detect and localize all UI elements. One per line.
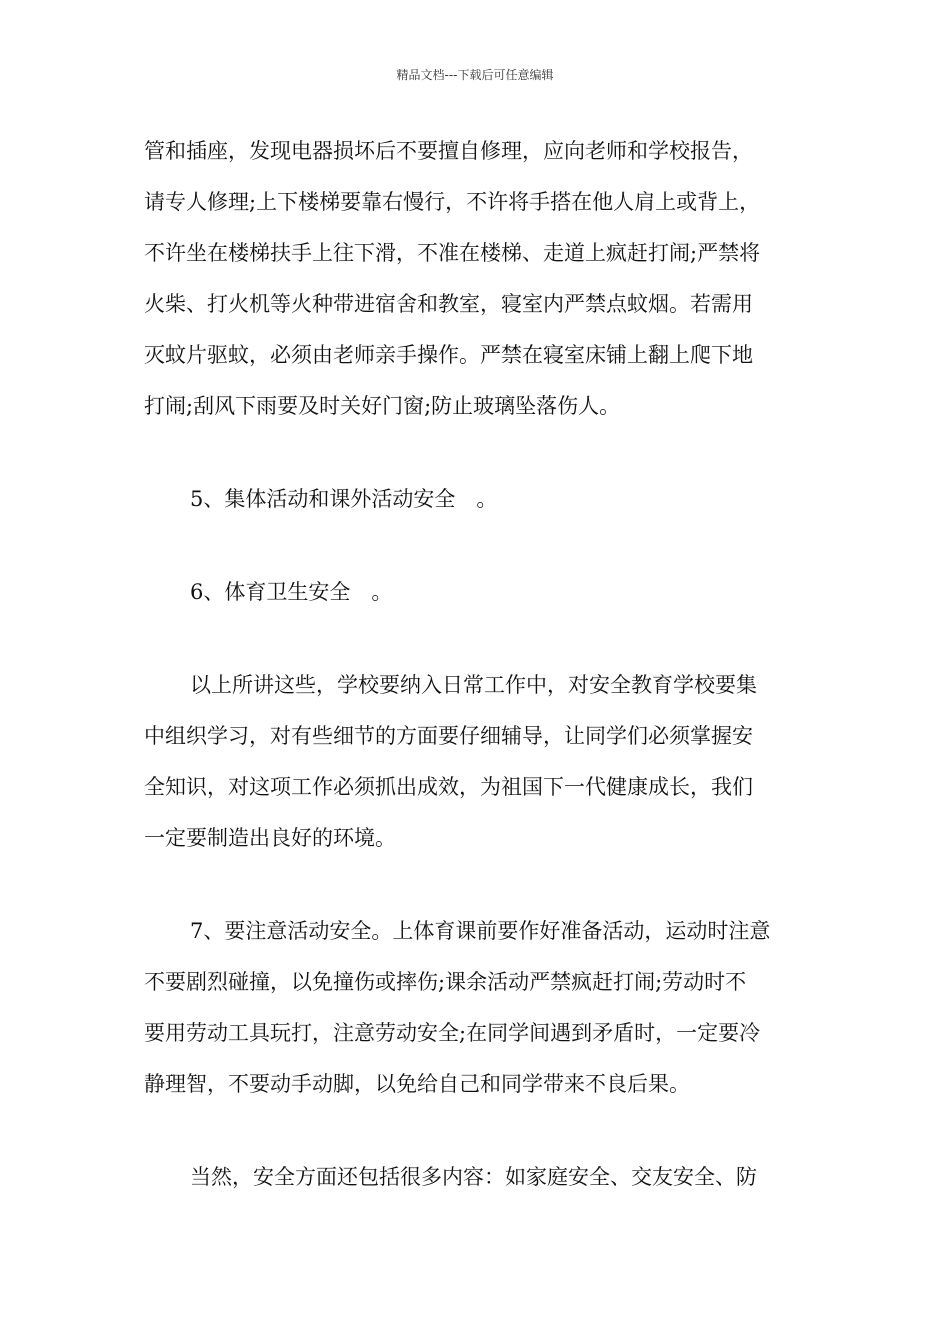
text-line: 要用劳动工具玩打，注意劳动安全;在同学间遇到矛盾时，一定要冷 [144, 1021, 761, 1045]
text-line: 中组织学习，对有些细节的方面要仔细辅导，让同学们必须掌握安 [144, 724, 753, 748]
text-line: 一定要制造出良好的环境。 [144, 826, 396, 850]
text-line: 静理智，不要动手动脚，以免给自己和同学带来不良后果。 [144, 1072, 690, 1096]
text-line: 打闹;刮风下雨要及时关好门窗;防止玻璃坠落伤人。 [144, 394, 621, 418]
text-line: 灭蚊片驱蚊，必须由老师亲手操作。严禁在寝室床铺上翻上爬下地 [144, 343, 753, 367]
paragraph-4 [144, 660, 808, 864]
paragraph-gap [144, 432, 808, 474]
paragraph-3 [144, 567, 808, 618]
page-header: 精品文档---下载后可任意编辑 [396, 68, 554, 82]
text-line: 不要剧烈碰撞，以免撞伤或摔伤;课余活动严禁疯赶打闹;劳动时不 [144, 970, 747, 994]
text-line: 不许坐在楼梯扶手上往下滑，不准在楼梯、走道上疯赶打闹;严禁将 [144, 241, 761, 265]
paragraph-1 [144, 126, 808, 432]
paragraph-gap [144, 618, 808, 660]
text-line: 当然，安全方面还包括很多内容：如家庭安全、交友安全、防 [190, 1165, 757, 1189]
text-line: 以上所讲这些，学校要纳入日常工作中，对安全教育学校要集 [190, 673, 757, 697]
text-line: 火柴、打火机等火种带进宿舍和教室，寝室内严禁点蚊烟。若需用 [144, 292, 753, 316]
text-line: 5、集体活动和课外活动安全 。 [190, 487, 498, 511]
document-body [144, 126, 808, 1203]
paragraph-gap [144, 525, 808, 567]
text-line: 6、体育卫生安全 。 [190, 580, 393, 604]
paragraph-5 [144, 906, 808, 1110]
text-line: 管和插座，发现电器损坏后不要擅自修理，应向老师和学校报告， [144, 139, 753, 163]
paragraph-gap [144, 1110, 808, 1152]
text-line: 全知识，对这项工作必须抓出成效，为祖国下一代健康成长，我们 [144, 775, 753, 799]
paragraph-6 [144, 1152, 808, 1203]
paragraph-gap [144, 864, 808, 906]
text-line: 7、要注意活动安全。上体育课前要作好准备活动，运动时注意 [190, 919, 771, 943]
text-line: 请专人修理;上下楼梯要靠右慢行，不许将手搭在他人肩上或背上， [144, 190, 761, 214]
paragraph-2 [144, 474, 808, 525]
